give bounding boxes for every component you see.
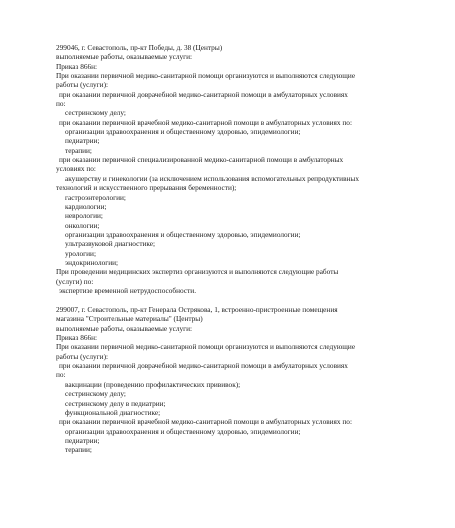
document-text-line: при оказании первичной специализированной медико-санитарной помощи в амбулаторных: [59, 155, 344, 165]
address-line: 299007, г. Севастополь, пр-кт Генерала Острякова, 1, встроенно-пристроенные помещения: [56, 305, 338, 315]
document-text-line: магазина "Строительные материалы" (Центры): [56, 314, 203, 324]
document-text-line: При проведении медицинских экспертиз организуются и выполняются следующие работы: [56, 267, 339, 277]
document-text-line: при оказании первичной врачебной медико-санитарной помощи в амбулаторных условиях по:: [59, 117, 352, 127]
document-text-line: организации здравоохранения и общественному здоровью, эпидемиологии;: [65, 426, 301, 436]
document-text-line: кардиологии;: [65, 201, 107, 211]
document-text-line: организации здравоохранения и общественному здоровью, эпидемиологии;: [65, 127, 301, 137]
document-text-line: сестринскому делу;: [65, 389, 126, 399]
document-text-line: Приказ 866н:: [56, 333, 98, 343]
document-text-line: организации здравоохранения и общественному здоровью, эпидемиологии;: [65, 229, 301, 239]
document-text-line: при оказании первичной доврачебной медико-санитарной помощи в амбулаторных условиях: [59, 361, 348, 371]
document-text-line: терапии;: [65, 445, 92, 455]
document-text-line: экспертизе временной нетрудоспособности.: [59, 285, 197, 295]
document-text-line: технологий и искусственного прерывания беременности);: [56, 183, 237, 193]
document-text-line: вакцинации (проведению профилактических прививок);: [65, 379, 241, 389]
address-block: [56, 43, 451, 295]
document-text-line: урологии;: [65, 248, 96, 258]
document-text-line: акушерству и гинекологии (за исключением использования вспомогательных репродуктивных: [65, 173, 359, 183]
document-text-line: сестринскому делу в педиатрии;: [65, 398, 166, 408]
document-text-line: онкологии;: [65, 220, 100, 230]
document-text-line: терапии;: [65, 145, 92, 155]
document-text-line: условиях по:: [56, 164, 96, 174]
document-text-line: Приказ 866н:: [56, 61, 98, 71]
document-text-line: ультразвуковой диагностике;: [65, 239, 156, 249]
document-text-line: при оказании первичной доврачебной медико-санитарной помощи в амбулаторных условиях: [59, 89, 348, 99]
address-line: 299046, г. Севастополь, пр-кт Победы, д. 38 (Центры): [56, 43, 223, 52]
document-text-line: функциональной диагностике;: [65, 407, 161, 417]
document-text-line: неврологии;: [65, 211, 103, 221]
address-block: [56, 305, 451, 455]
document-text-line: (услуги) по:: [56, 276, 94, 286]
document-text-line: гастроэнтерологии;: [65, 192, 126, 202]
document-page: [56, 43, 451, 455]
document-text-line: педиатрии;: [65, 136, 100, 146]
block-separator: [56, 295, 451, 305]
document-text-line: по:: [56, 99, 66, 109]
document-text-line: сестринскому делу;: [65, 108, 126, 118]
document-text-line: работы (услуги):: [56, 351, 109, 361]
document-text-line: эндокринологии;: [65, 257, 119, 267]
document-text-line: по:: [56, 370, 66, 380]
document-text-line: работы (услуги):: [56, 80, 109, 90]
document-text-line: выполняемые работы, оказываемые услуги:: [56, 323, 193, 333]
document-text-line: При оказании первичной медико-санитарной помощи организуются и выполняются следующие: [56, 71, 356, 81]
document-text-line: При оказании первичной медико-санитарной помощи организуются и выполняются следующие: [56, 342, 356, 352]
document-text-line: при оказании первичной врачебной медико-санитарной помощи в амбулаторных условиях по:: [59, 417, 352, 427]
document-text-line: педиатрии;: [65, 435, 100, 445]
document-text-line: выполняемые работы, оказываемые услуги:: [56, 52, 193, 62]
